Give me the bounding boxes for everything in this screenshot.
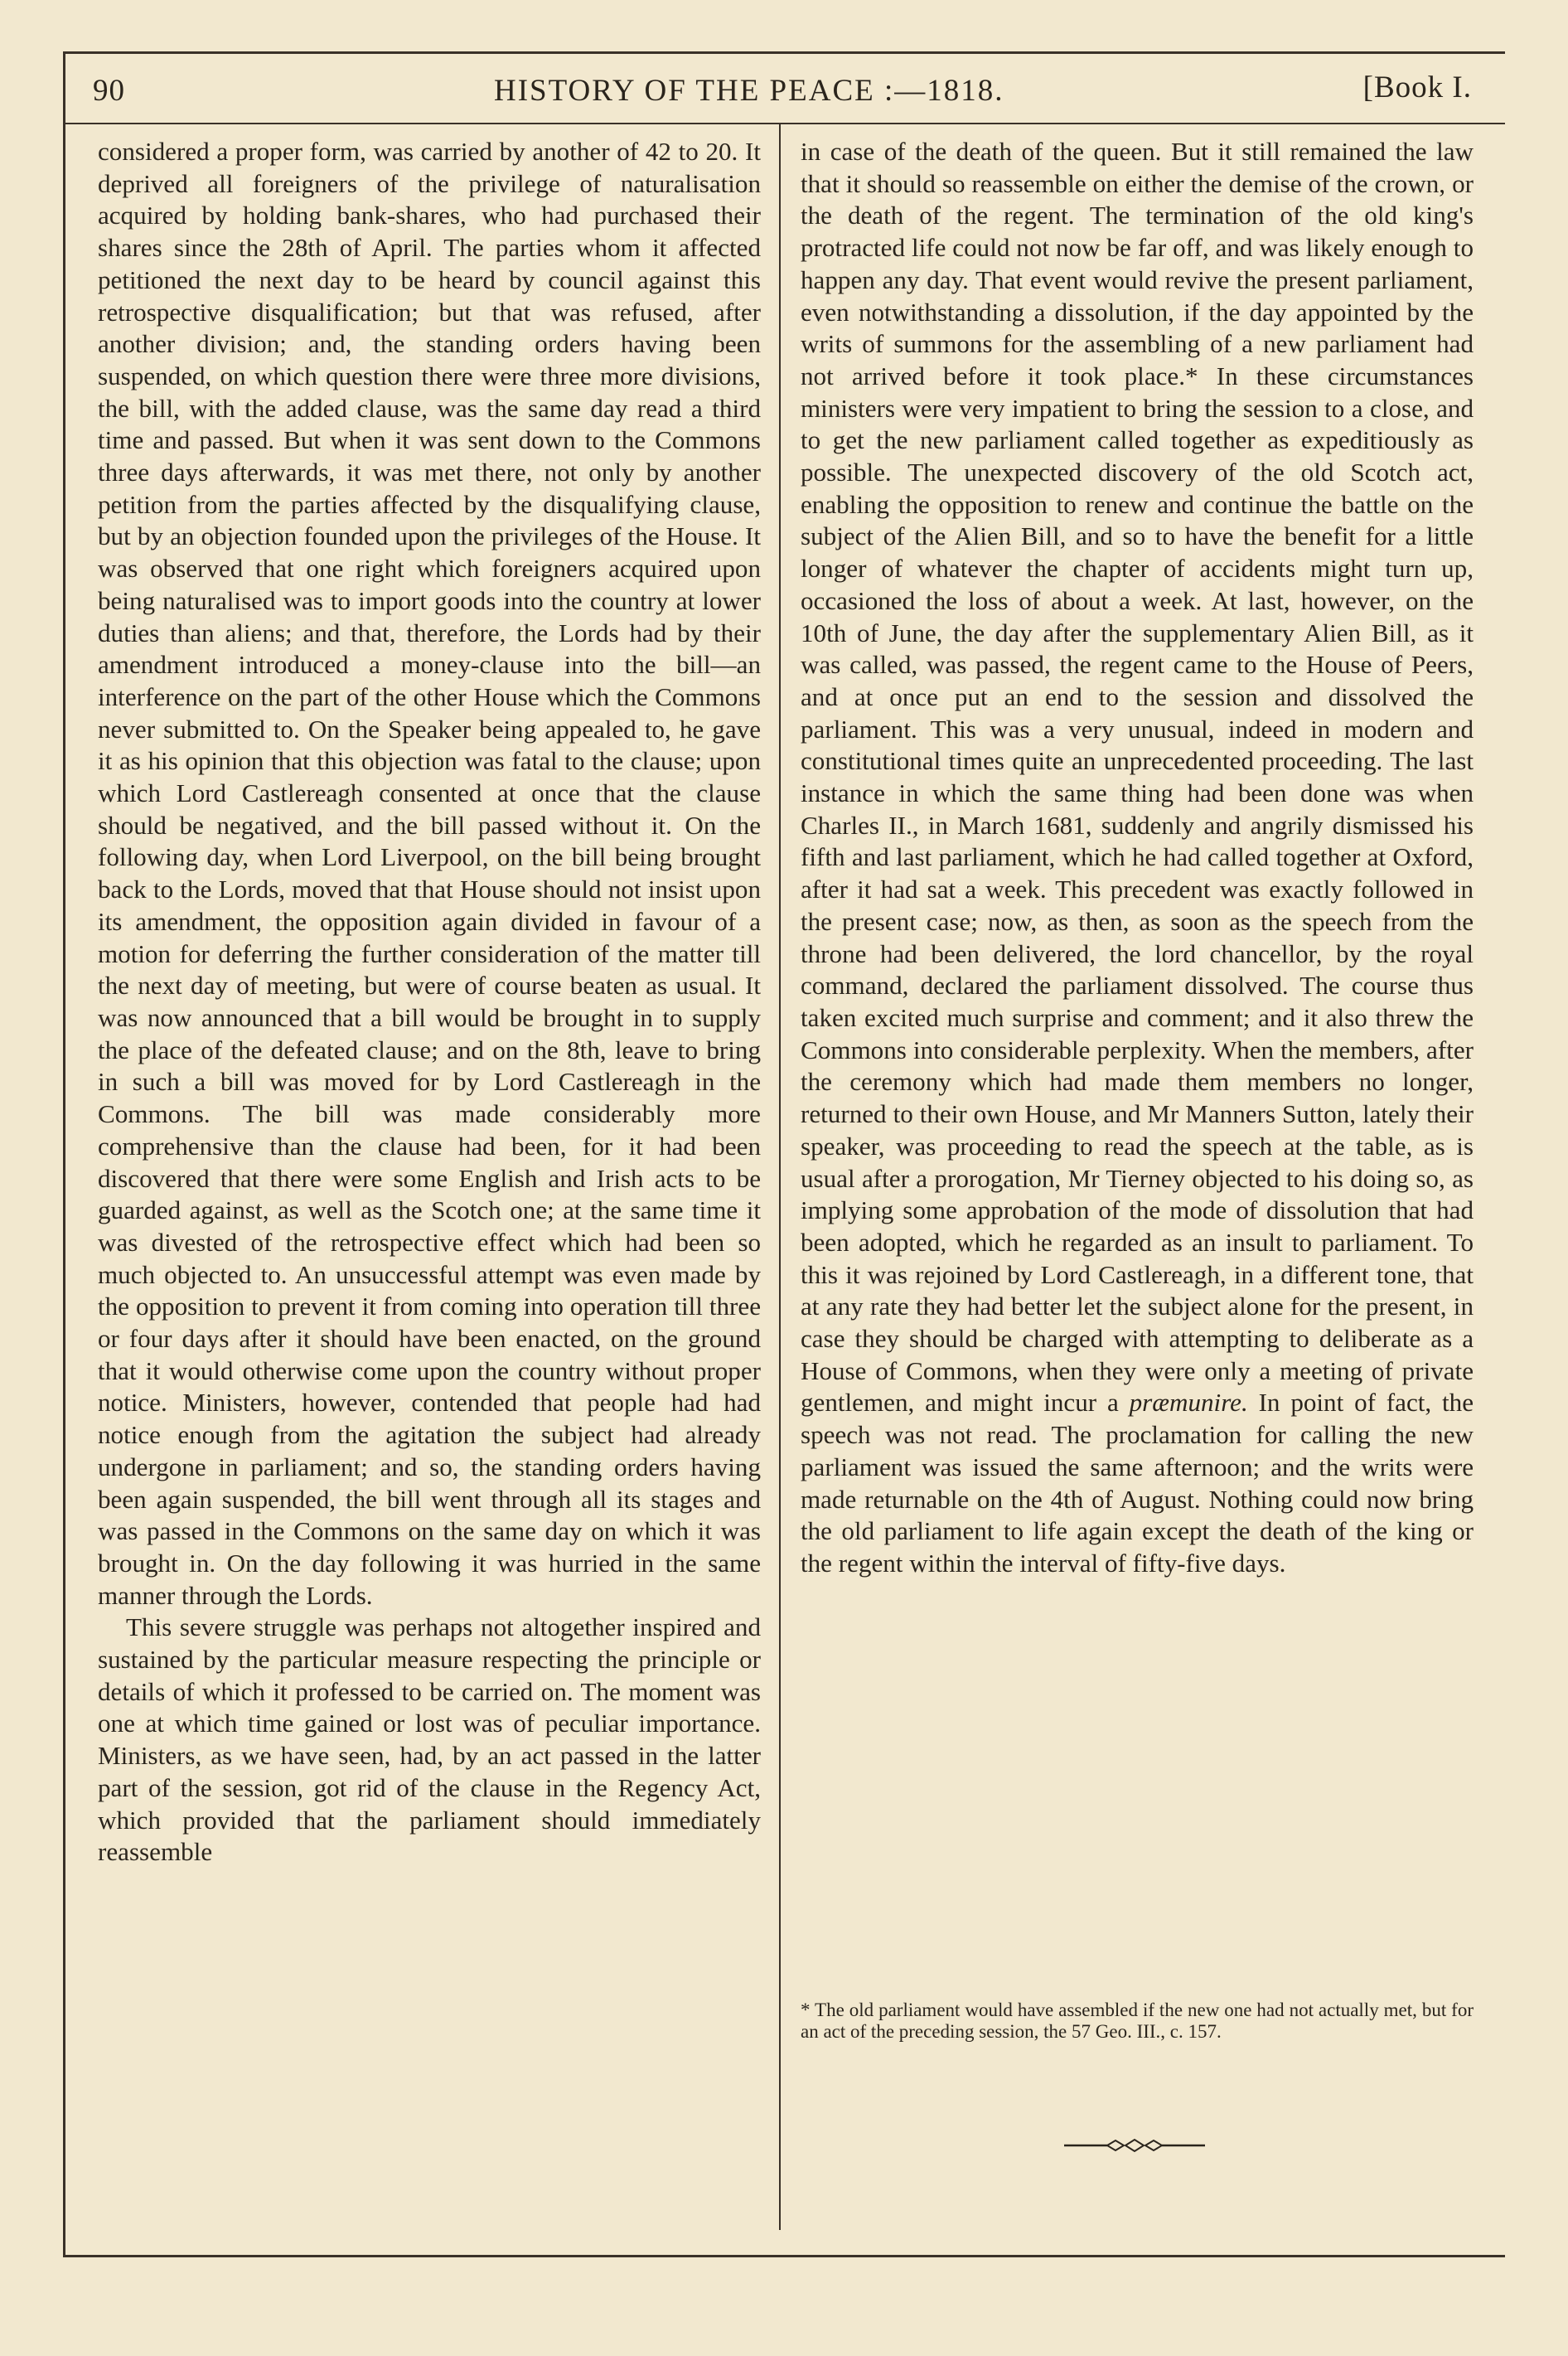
bottom-rule <box>63 2255 1505 2257</box>
left-column <box>98 136 761 1869</box>
left-paragraph-1: considered a proper form, was carried by another of 42 to 20. It deprived all foreigners of the privilege of naturalisation acquired by holding bank-shares, who had purchased their shares since the 28th of April. The parties whom it affected petitioned the next day to be heard by council against this retrospective disqualification; but that was refused, after another division; and, the standing orders having been suspended, on which question there were three more divisions, the bill, with the added clause, was the same day read a third time and passed. But when it was sent down to the Commons three days afterwards, it was met there, not only by another petition from the parties affected by the disqualifying clause, but by an objection founded upon the privileges of the House. It was observed that one right which foreigners acquired upon being naturalised was to import goods into the country at lower duties than aliens; and that, therefore, the Lords had by their amendment introduced a money-clause into the bill—an interference on the part of the other House which the Commons never submitted to. On the Speaker being appealed to, he gave it as his opinion that this objection was fatal to the clause; upon which Lord Castlereagh consented at once that the clause should be negatived, and the bill passed without it. On the following day, when Lord Liverpool, on the bill being brought back to the Lords, moved that that House should not insist upon its amendment, the opposition again divided in favour of a motion for deferring the further consideration of the matter till the next day of meeting, but were of course beaten as usual. It was now announced that a bill would be brought in to supply the place of the defeated clause; and on the 8th, leave to bring in such a bill was moved for by Lord Castlereagh in the Commons. The bill was made considerably more comprehensive than the clause had been, for it had been discovered that there were some English and Irish acts to be guarded against, as well as the Scotch one; at the same time it was divested of the retrospective effect which had been so much objected to. An unsuccessful attempt was even made by the opposition to prevent it from coming into operation till three or four days after it should have been enacted, on the ground that it would otherwise come upon the country without proper notice. Ministers, however, contended that people had had notice enough from the agitation the subject had already undergone in parliament; and so, the standing orders having been again suspended, the bill went through all its stages and was passed in the Commons on the same day on which it was brought in. On the day following it was hurried in the same manner through the Lords. <box>98 137 761 1610</box>
running-title: HISTORY OF THE PEACE :—1818. <box>494 74 1004 108</box>
column-divider <box>779 124 781 2230</box>
book-label: [Book I. <box>1362 70 1472 104</box>
top-rule <box>63 51 1505 54</box>
right-paragraph-1-part-a: in case of the death of the queen. But it still remained the law that it should so reassemble on either the demise of the crown, or the death of the regent. The termination of the old king's protracted life could not now be far off, and was likely enough to happen any day. That event would revive the present parliament, even notwithstanding a dissolution, if the day appointed by the writs of summons for the assembling of a new parliament had not arrived before it took place.* In these circumstances ministers were very impatient to bring the session to a close, and to get the new parliament called together as expeditiously as possible. The unexpected discovery of the old Scotch act, enabling the opposition to renew and continue the battle on the subject of the Alien Bill, and so to have the benefit for a little longer of whatever the chapter of accidents might turn up, occasioned the loss of about a week. At last, however, on the 10th of June, the day after the supplementary Alien Bill, as it was called, was passed, the regent came to the House of Peers, and at once put an end to the session and dissolved the parliament. This was a very unusual, indeed in modern and constitutional times quite an unprecedented proceeding. The last instance in which the same thing had been done was when Charles II., in March 1681, suddenly and angrily dismissed his fifth and last parliament, which he had called together at Oxford, after it had sat a week. This precedent was exactly followed in the present case; now, as then, as soon as the speech from the throne had been delivered, the lord chancellor, by the royal command, declared the parliament dissolved. The course thus taken excited much surprise and comment; and it also threw the Commons into considerable perplexity. When the members, after the ceremony which had made them members no longer, returned to their own House, and Mr Manners Sutton, lately their speaker, was proceeding to read the speech at the table, as is usual after a prorogation, Mr Tierney objected to his doing so, as implying some approbation of the mode of dissolution that had been adopted, which he regarded as an insult to parliament. To this it was rejoined by Lord Castlereagh, in a different tone, that at any rate they had better let the subject alone for the present, in case they should be charged with attempting to deliberate as a House of Commons, when they were only a meeting of private gentlemen, and might incur a <box>801 137 1474 1418</box>
footnote: * The old parliament would have assembled if the new one had not actually met, but for an act of the preceding session, the 57 Geo. III., c. 157. <box>801 2000 1474 2042</box>
ornament-divider <box>1064 2137 1205 2154</box>
left-frame-rule <box>63 51 65 2257</box>
right-column <box>801 136 1474 1580</box>
left-paragraph-2: This severe struggle was perhaps not altogether inspired and sustained by the particular measure respecting the principle or details of which it professed to be carried on. The moment was one at which time gained or lost was of peculiar importance. Ministers, as we have seen, had, by an act passed in the latter part of the session, got rid of the clause in the Regency Act, which provided that the parliament should immediately reassemble <box>98 1612 761 1867</box>
right-paragraph-1 <box>801 136 1474 1580</box>
right-paragraph-1-part-b: In point of fact, the speech was not read. The proclamation for calling the new parliament was issued the same afternoon; and the writs were made returnable on the 4th of August. Nothing could now bring the old parliament to life again except the death of the king or the regent within the interval of fifty-five days. <box>801 1388 1474 1578</box>
italic-term: præmunire. <box>1129 1388 1248 1418</box>
running-header <box>63 61 1505 116</box>
header-rule <box>63 123 1505 124</box>
page-number: 90 <box>93 74 125 108</box>
